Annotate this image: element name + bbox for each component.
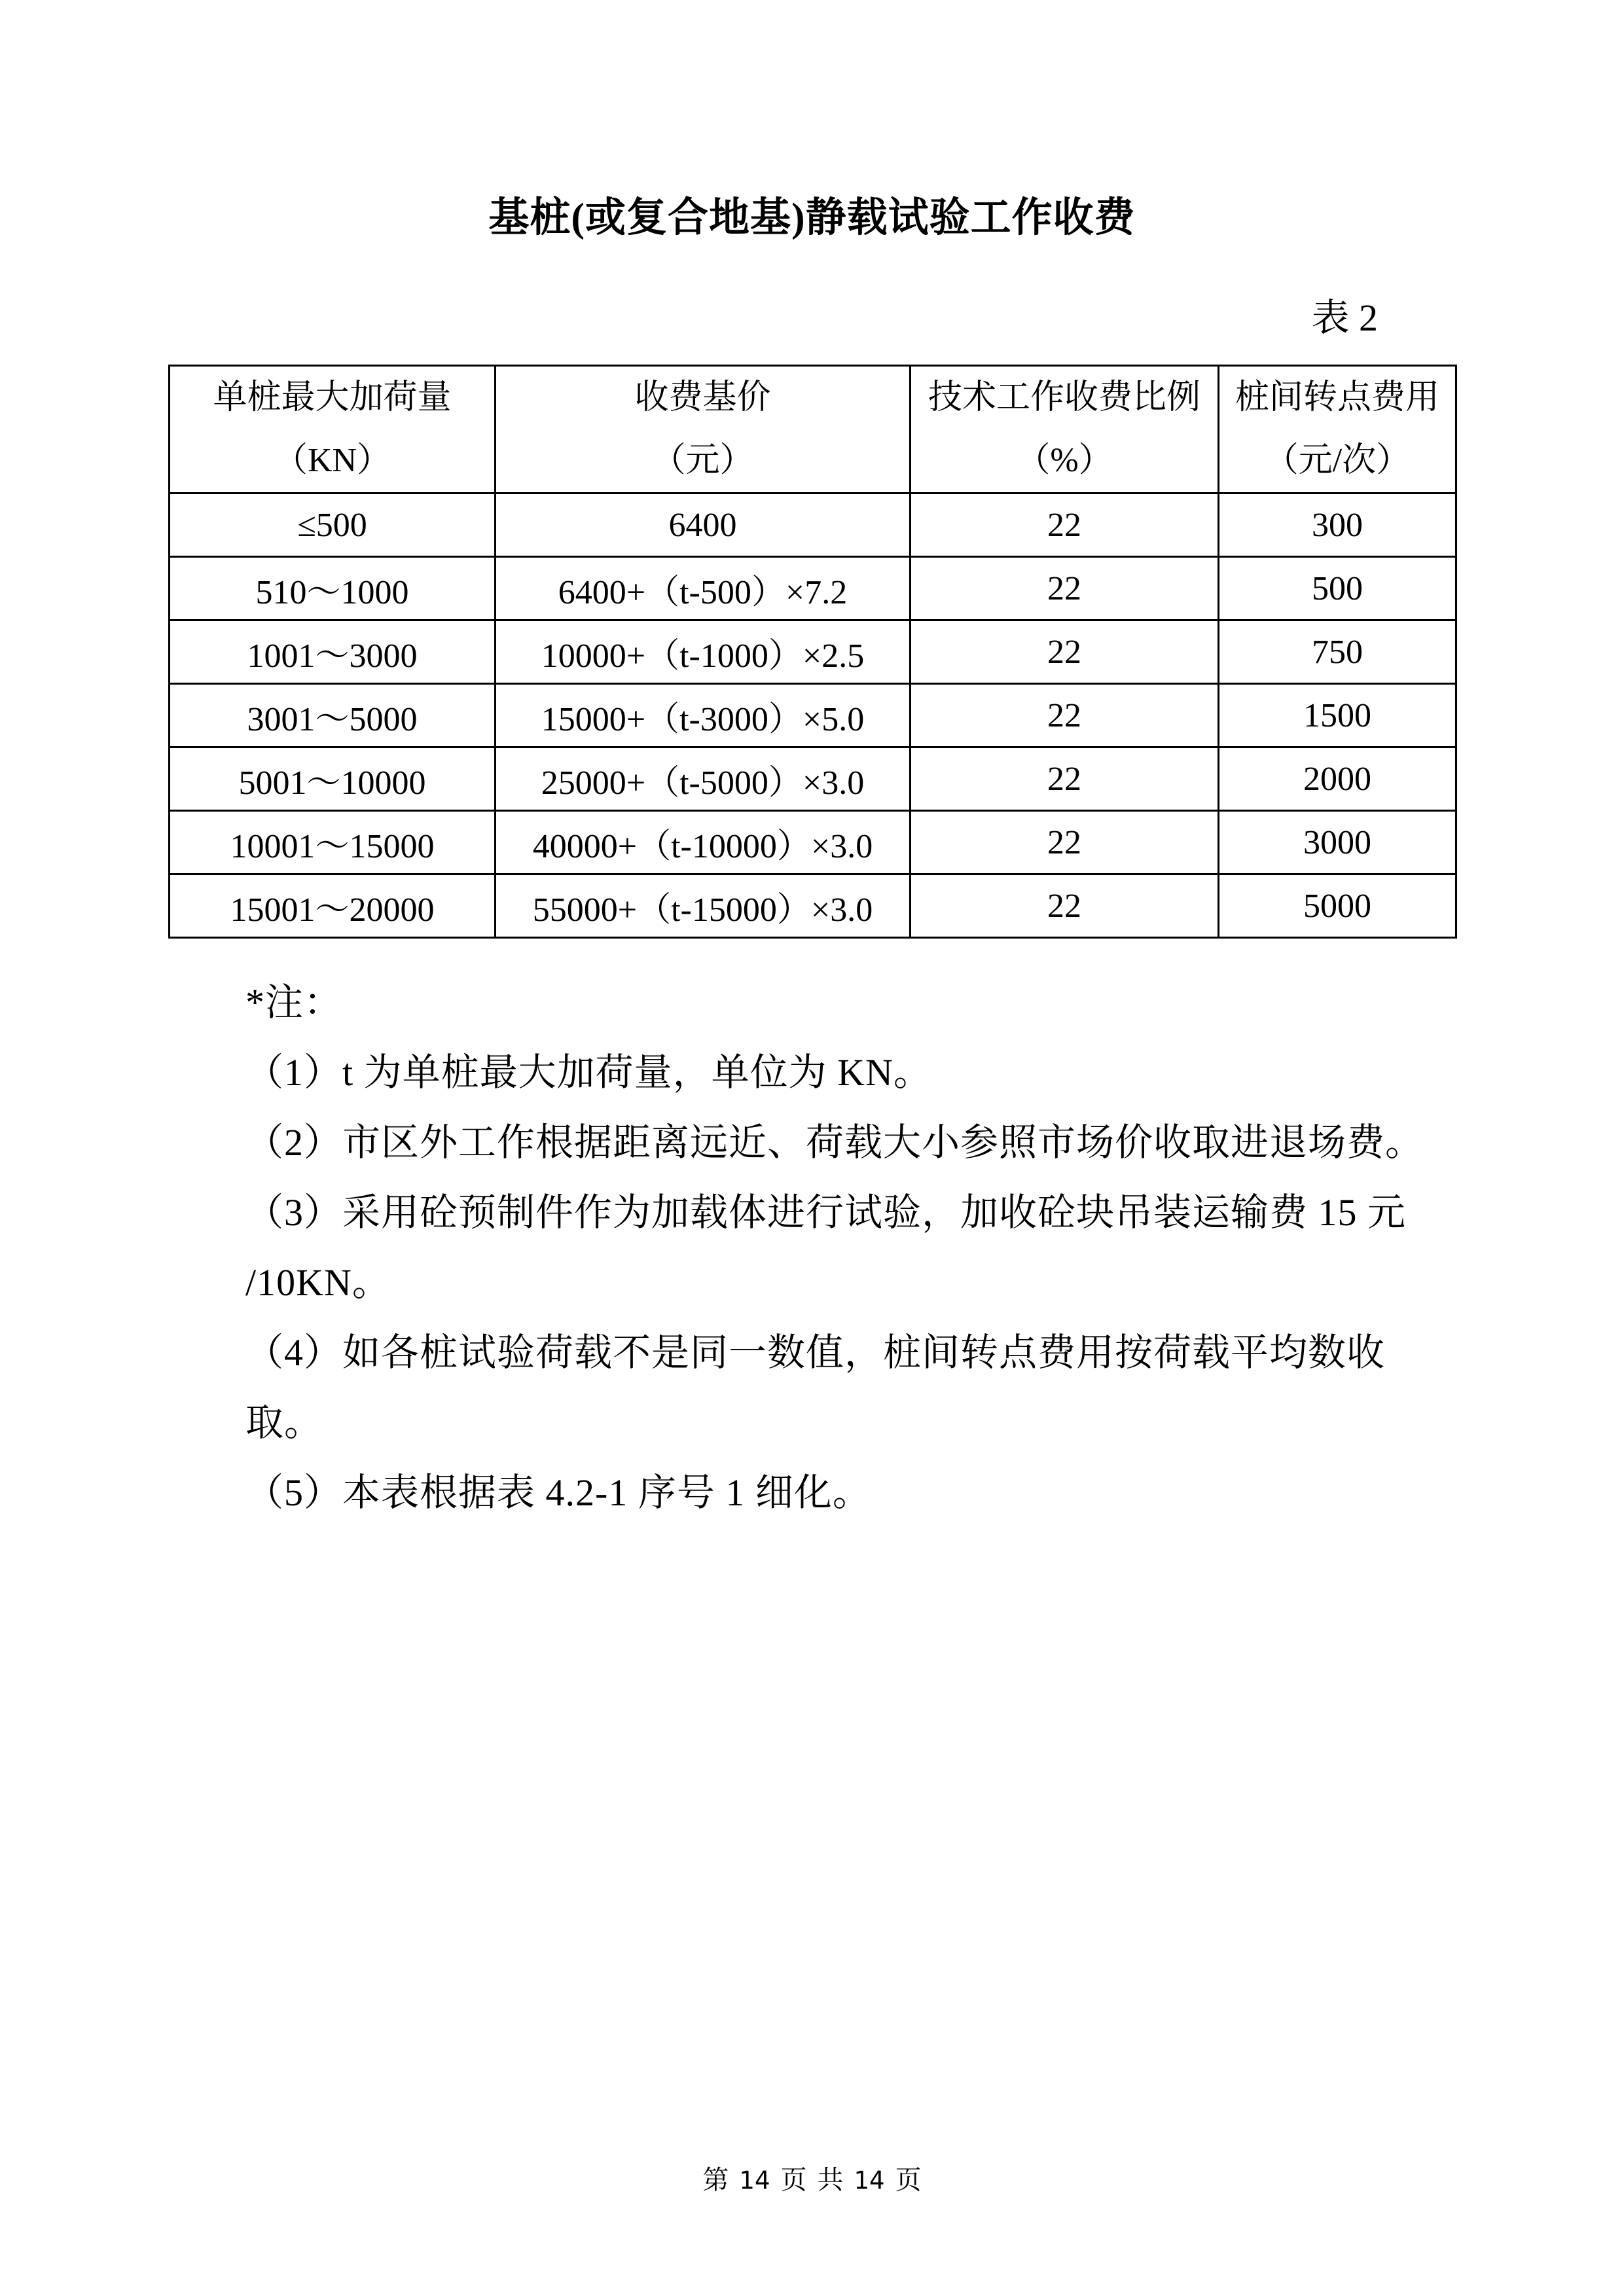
- header-unit: （元）: [651, 442, 754, 479]
- fee-table-header: [170, 366, 1456, 493]
- note-line: /10KN。: [245, 1261, 391, 1304]
- total-pages: 14: [854, 2166, 885, 2195]
- table-cell: 25000+（t-5000）×3.0: [496, 747, 911, 811]
- table-cell: 5000: [1219, 874, 1456, 938]
- note-line: （1）t 为单桩最大加荷量，单位为 KN。: [245, 1051, 932, 1094]
- table-cell: 22: [911, 874, 1219, 938]
- table-cell: 500: [1219, 557, 1456, 620]
- table-row: [170, 811, 1456, 874]
- note-line: （5）本表根据表 4.2-1 序号 1 细化。: [245, 1471, 871, 1514]
- fee-table-body: [170, 493, 1456, 938]
- header-unit: （%）: [1016, 442, 1113, 479]
- table-cell: 750: [1219, 620, 1456, 684]
- header-label: 单桩最大加荷量: [213, 379, 452, 416]
- document-title: 基桩(或复合地基)静载试验工作收费: [488, 196, 1136, 240]
- table-row: [170, 874, 1456, 938]
- footer-text: 第: [702, 2165, 729, 2195]
- table-cell: 1500: [1219, 684, 1456, 747]
- table-cell: 15001～20000: [170, 874, 496, 938]
- table-cell: 3000: [1219, 811, 1456, 874]
- table-cell: 2000: [1219, 747, 1456, 811]
- table-row: [170, 684, 1456, 747]
- table-cell: 40000+（t-10000）×3.0: [496, 811, 911, 874]
- table-cell: 10001～15000: [170, 811, 496, 874]
- table-cell: ≤500: [170, 493, 496, 557]
- table-cell: 22: [911, 493, 1219, 557]
- header-label: 收费基价: [634, 379, 771, 416]
- table-cell: 510～1000: [170, 557, 496, 620]
- table-cell: 5001～10000: [170, 747, 496, 811]
- table-cell: 3001～5000: [170, 684, 496, 747]
- header-cell-base-price: [496, 366, 911, 493]
- notes-heading: *注：: [245, 981, 343, 1024]
- table-cell: 22: [911, 811, 1219, 874]
- table-row: [170, 557, 1456, 620]
- table-cell: 22: [911, 620, 1219, 684]
- footer-text: 页: [895, 2165, 922, 2195]
- table-cell: 15000+（t-3000）×5.0: [496, 684, 911, 747]
- header-unit: （元/次）: [1264, 442, 1411, 479]
- header-label: 技术工作收费比例: [928, 379, 1200, 416]
- table-cell: 22: [911, 684, 1219, 747]
- fee-table: [168, 365, 1457, 939]
- table-cell: 22: [911, 557, 1219, 620]
- table-cell: 10000+（t-1000）×2.5: [496, 620, 911, 684]
- table-row: [170, 747, 1456, 811]
- table-caption: 表 2: [1311, 296, 1378, 339]
- page-footer: [0, 2164, 1624, 2197]
- table-cell: 22: [911, 747, 1219, 811]
- header-row: [170, 366, 1456, 493]
- notes-section: [245, 967, 1476, 1528]
- header-unit: （KN）: [273, 442, 391, 479]
- table-cell: 6400: [496, 493, 911, 557]
- page-number: 14: [739, 2166, 770, 2195]
- footer-text: 共: [817, 2165, 844, 2195]
- note-line: （4）如各桩试验荷载不是同一数值，桩间转点费用按荷载平均数收: [245, 1331, 1386, 1374]
- table-cell: 6400+（t-500）×7.2: [496, 557, 911, 620]
- header-cell-load-range: [170, 366, 496, 493]
- header-label: 桩间转点费用: [1235, 379, 1439, 416]
- header-cell-tech-fee-ratio: [911, 366, 1219, 493]
- table-row: [170, 493, 1456, 557]
- header-cell-transfer-fee: [1219, 366, 1456, 493]
- note-line: 取。: [245, 1401, 323, 1444]
- table-cell: 55000+（t-15000）×3.0: [496, 874, 911, 938]
- note-line: （2）市区外工作根据距离远近、荷载大小参照市场价收取进退场费。: [245, 1121, 1424, 1164]
- table-cell: 300: [1219, 493, 1456, 557]
- table-row: [170, 620, 1456, 684]
- footer-text: 页: [780, 2165, 807, 2195]
- note-line: （3）采用砼预制件作为加载体进行试验，加收砼块吊装运输费 15 元: [245, 1191, 1407, 1234]
- table-cell: 1001～3000: [170, 620, 496, 684]
